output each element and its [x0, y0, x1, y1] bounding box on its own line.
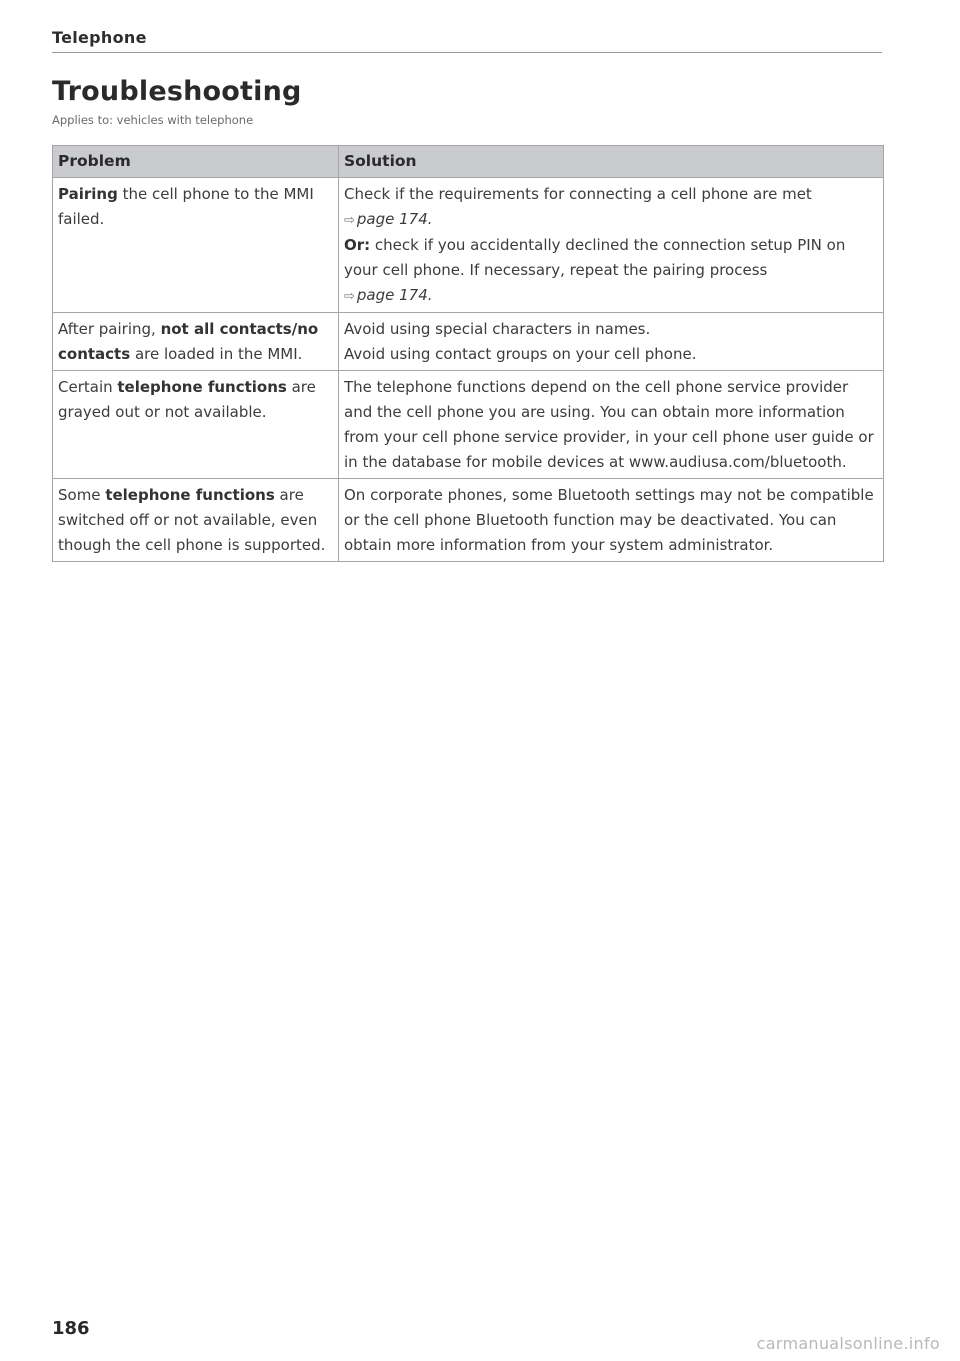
- applies-to-note: Applies to: vehicles with telephone: [52, 113, 254, 127]
- problem-cell: [53, 178, 339, 313]
- solution-text: check if you accidentally declined the connection setup PIN on your cell phone. If necessary, repeat the pairing process: [344, 236, 846, 279]
- problem-cell: [53, 479, 339, 562]
- solution-paragraph: [344, 233, 878, 309]
- problem-text: Certain: [58, 378, 118, 396]
- table-row: [53, 371, 884, 479]
- problem-cell: [53, 313, 339, 371]
- column-header-problem: Problem: [53, 146, 339, 178]
- table-row: [53, 178, 884, 313]
- page-title: Troubleshooting: [52, 76, 302, 107]
- solution-text: On corporate phones, some Bluetooth settings may not be compatible or the cell phone Bluetooth function may be deactivated. You can obtain more information from your system administrator.: [344, 486, 874, 554]
- solution-cell: [339, 178, 884, 313]
- page-reference-link[interactable]: ⇨ page 174.: [344, 286, 433, 304]
- problem-keyword: telephone functions: [117, 378, 287, 396]
- table-header-row: [53, 146, 884, 178]
- solution-text: The telephone functions depend on the cell phone service provider and the cell phone you are using. You can obtain more information from your cell phone service provider, in your cell phone user guide or in the database for mobile devices at www.audiusa.com/​bluetooth.: [344, 378, 874, 471]
- problem-keyword: telephone functions: [105, 486, 275, 504]
- problem-text: After pairing,: [58, 320, 161, 338]
- problem-text: Some: [58, 486, 106, 504]
- page-number: 186: [52, 1318, 90, 1339]
- solution-text: Avoid using contact groups on your cell phone.: [344, 345, 697, 363]
- watermark: carmanualsonline.info: [756, 1334, 940, 1353]
- page-reference-link[interactable]: ⇨ page 174.: [344, 210, 433, 228]
- problem-cell: [53, 371, 339, 479]
- problem-keyword: Pairing: [58, 185, 118, 203]
- running-head: Telephone: [52, 28, 147, 47]
- problem-text: are grayed out or not available.: [58, 378, 316, 421]
- solution-cell: [339, 479, 884, 562]
- header-divider: [52, 52, 882, 53]
- solution-keyword: Or:: [344, 236, 371, 254]
- problem-keyword: not all contacts/no contacts: [58, 320, 319, 363]
- solution-text: Check if the requirements for connecting a cell phone are met: [344, 185, 812, 203]
- column-header-solution: Solution: [339, 146, 884, 178]
- problem-text: are loaded in the MMI.: [130, 345, 303, 363]
- solution-cell: [339, 313, 884, 371]
- arrow-right-icon: ⇨: [344, 289, 355, 304]
- solution-text: Avoid using special characters in names.: [344, 320, 651, 338]
- table-row: [53, 313, 884, 371]
- troubleshooting-table: [52, 145, 884, 562]
- arrow-right-icon: ⇨: [344, 213, 355, 228]
- problem-text: the cell phone to the MMI failed.: [58, 185, 314, 228]
- solution-paragraph: [344, 182, 878, 233]
- problem-text: are switched off or not available, even though the cell phone is supported.: [58, 486, 326, 554]
- table-row: [53, 479, 884, 562]
- solution-cell: [339, 371, 884, 479]
